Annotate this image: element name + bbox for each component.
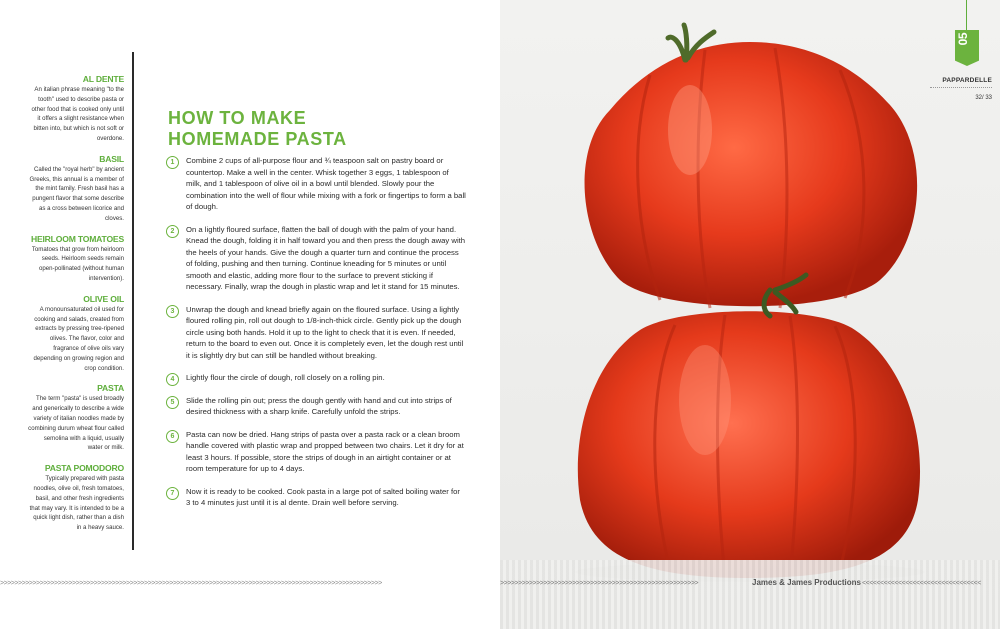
chapter-number: 05: [956, 33, 970, 46]
stacked-tomatoes-image: [500, 0, 1000, 629]
tablecloth: [500, 560, 1000, 629]
section-name: PAPPARDELLE: [942, 77, 992, 84]
bookmark-string: [966, 0, 967, 30]
recipe-step: [166, 372, 466, 384]
step-text: Now it is ready to be cooked. Cook pasta in a large pot of salted boiling water for 3 to 4 minutes just until it is al dente. Drain well before serving.: [186, 486, 460, 507]
step-number-icon: 3: [166, 305, 179, 318]
footer-arrow-rule-tail: <<<<<<<<<<<<<<<<<<<<<<<<<<<<<<<<<: [862, 580, 981, 588]
glossary-term: BASIL: [99, 153, 124, 164]
sidebar-divider: [132, 52, 134, 550]
publisher-label: James & James Productions: [752, 578, 861, 587]
glossary-term: PASTA: [97, 383, 124, 394]
step-number-icon: 1: [166, 156, 179, 169]
step-number-icon: 4: [166, 373, 179, 386]
glossary-definition: Typically prepared with pasta noodles, olive oil, fresh tomatoes, basil, and other fresh ingredients that may vary. It is intended to be a quick light dish, rather than a dish in a heavy sauce.: [29, 475, 124, 532]
recipe-step: [166, 486, 466, 509]
step-text: Lightly flour the circle of dough, roll closely on a rolling pin.: [186, 373, 385, 382]
glossary-term: AL DENTE: [82, 74, 124, 84]
glossary-entry: [28, 74, 124, 144]
section-divider: [930, 87, 992, 89]
glossary-term: PASTA POMODORO: [44, 463, 124, 474]
glossary-sidebar: [28, 74, 124, 543]
step-number-icon: 6: [166, 430, 179, 443]
glossary-term: OLIVE OIL: [83, 293, 124, 304]
step-text: Unwrap the dough and knead briefly again on the floured surface. Using a lightly floured rolling pin, roll out dough to 1/8-inch-thick circle. Gently pick up the dough circle using both hands. Hold it up to the light to check that it is even. If needed, return to the board to even out. Once it is completely even, let the dough rest until it is slightly dry but can still be handled without breaking.: [186, 304, 464, 360]
page-number: 32/ 33: [975, 95, 992, 101]
recipe-title-line1: HOW TO MAKE: [168, 108, 307, 128]
recipe-step: [166, 155, 466, 213]
step-number-icon: 7: [166, 487, 179, 500]
footer-arrow-rule-left: >>>>>>>>>>>>>>>>>>>>>>>>>>>>>>>>>>>>>>>>>>>>>>>>>>>>>>>>>>>>>>>>>>>>>>>>>>>>>>>>>>>>>>>>>>>>>>>>>>>>>>>>>>: [0, 580, 382, 588]
glossary-entry: [28, 294, 124, 374]
step-number-icon: 2: [166, 225, 179, 238]
recipe-step: [166, 304, 466, 362]
glossary-definition: Called the "royal herb" by ancient Greeks, this annual is a member of the mint family. Fresh basil has a pungent flavor that some describe as a cross between licorice and cloves.: [29, 165, 124, 222]
step-text: On a lightly floured surface, flatten the ball of dough with the palm of your hand. Knead the dough, folding it in half toward you and then press the dough away with the heels of your hands. Give the dough a quarter turn and continue the process of folding, pushing and then turning. Continue kneading for 5 minutes or until smooth and elastic, adding more flour to the surface to prevent sticking if necessary. Finally, wrap the dough in plastic wrap and let it stand for 15 minutes.: [186, 224, 466, 291]
glossary-definition: The term "pasta" is used broadly and generically to describe a wide variety of italian noodles made by combining durum wheat flour called semolina with a liquid, usually water or milk.: [28, 395, 124, 452]
step-text: Pasta can now be dried. Hang strips of pasta over a pasta rack or a clean broom handle covered with plastic wrap and propped between two chairs. Let it dry for at least 3 hours. If possible, store the strips of dough in an airtight container or at room temperature for up to 4 days.: [186, 429, 464, 473]
recipe-step: [166, 429, 466, 475]
glossary-entry: [28, 463, 124, 533]
footer-arrow-rule-right: >>>>>>>>>>>>>>>>>>>>>>>>>>>>>>>>>>>>>>>>>>>>>>>>>>>>>>>: [500, 580, 699, 588]
glossary-term: HEIRLOOM TOMATOES: [30, 233, 124, 244]
glossary-entry: [28, 234, 124, 284]
recipe-steps: [166, 155, 466, 520]
recipe-step: [166, 224, 466, 293]
recipe-step: [166, 395, 466, 418]
step-number-icon: 5: [166, 396, 179, 409]
glossary-definition: An italian phrase meaning "to the tooth" used to describe pasta or other food that is cooked only until it offers a slight resistance when bitten into, but which is not soft or overdone.: [31, 86, 124, 142]
step-text: Slide the rolling pin out; press the dough gently with hand and cut into strips of desired thickness with a sharp knife. Carefully unfold the strips.: [186, 395, 452, 416]
glossary-entry: [28, 154, 124, 224]
glossary-entry: [28, 383, 124, 453]
step-text: Combine 2 cups of all-purpose flour and ¾ teaspoon salt on pastry board or countertop. Make a well in the center. Whisk together 3 eggs, 1 tablespoon of milk, and 1 tablespoon of olive oil in a bowl until blended. Slowly pour the combination into the well of flour while mixing with a fork or fingertips to form a ball of dough.: [186, 156, 466, 211]
glossary-definition: Tomatoes that grow from heirloom seeds. Heirloom seeds remain open-pollinated (without human intervention).: [31, 245, 124, 282]
glossary-definition: A monounsaturated oil used for cooking and salads, created from extracts by pressing tree-ripened olives. The flavor, color and fragrance of olive oils vary depending on growing region and crop condition.: [33, 305, 124, 372]
recipe-title: [168, 108, 488, 150]
recipe-title-line2: HOMEMADE PASTA: [168, 129, 347, 149]
tomato-photo: [500, 0, 1000, 629]
